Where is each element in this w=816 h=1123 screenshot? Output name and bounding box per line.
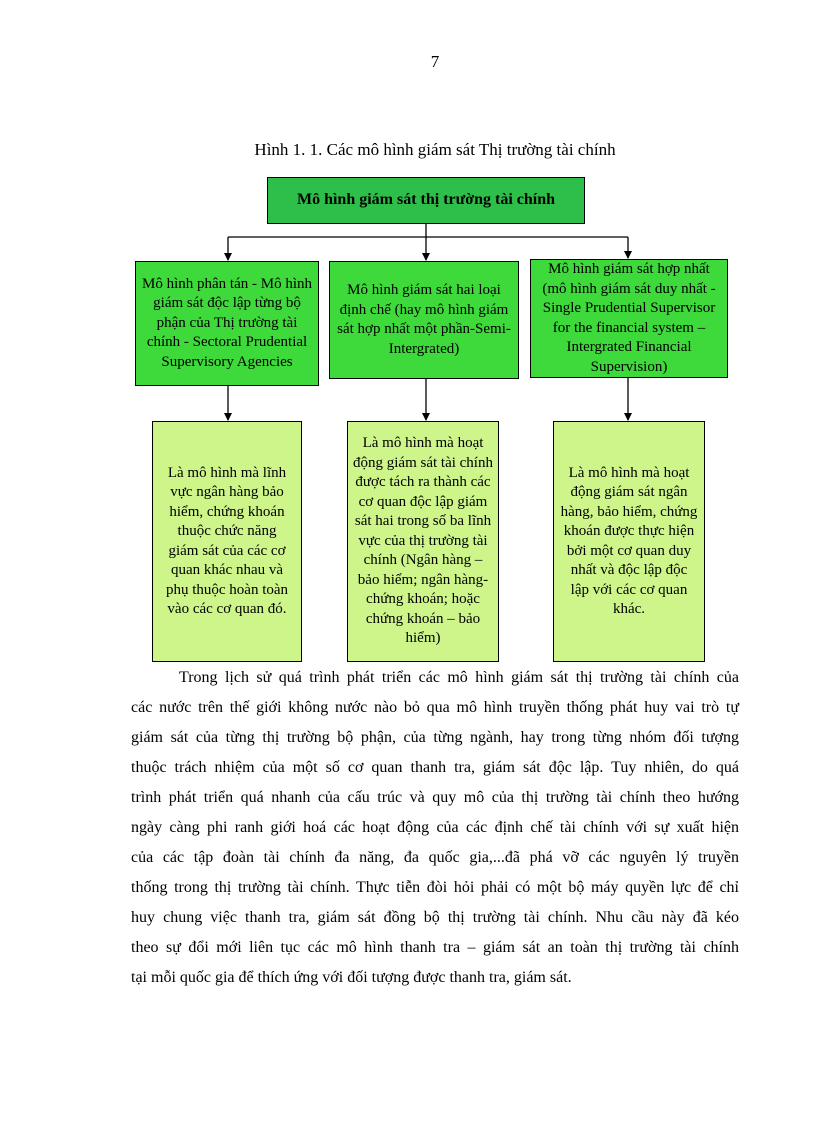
description-box-sectoral: Là mô hình mà lĩnh vực ngân hàng bảo hiểm, chứng khoán thuộc chức năng giám sát của các cơ quan khác nhau và phụ thuộc hoàn toàn vào các cơ quan đó.	[152, 421, 302, 662]
paragraph-line: trình phát triển quá nhanh của cấu trúc và quy mô của thị trường tài chính theo hướng	[131, 789, 739, 806]
paragraph-line: huy chung việc thanh tra, giám sát đồng bộ thị trường tài chính. Nhu cầu này đã kéo	[131, 909, 739, 926]
diagram-root-box: Mô hình giám sát thị trường tài chính	[267, 177, 585, 224]
paragraph-line: thuộc trách nhiệm của một số cơ quan thanh tra, giám sát độc lập. Tuy nhiên, do quá	[131, 759, 739, 776]
paragraph-line: theo sự đổi mới liên tục các mô hình thanh tra – giám sát an toàn thị trường tài chính	[131, 939, 739, 956]
description-box-integrated: Là mô hình mà hoạt động giám sát ngân hàng, bảo hiểm, chứng khoán được thực hiện bởi một cơ quan duy nhất và độc lập độc lập với các cơ quan khác.	[553, 421, 705, 662]
paragraph-line: Trong lịch sử quá trình phát triển các mô hình giám sát thị trường tài chính của	[179, 669, 739, 686]
paragraph-line: giám sát của từng thị trường bộ phận, của từng ngành, hay trong từng nhóm đối tượng	[131, 729, 739, 746]
paragraph-line: thống trong thị trường tài chính. Thực tiễn đòi hỏi phải có một bộ máy quyền lực để chỉ	[131, 879, 739, 896]
page-number: 7	[430, 52, 440, 71]
model-box-sectoral: Mô hình phân tán - Mô hình giám sát độc lập từng bộ phận của Thị trường tài chính - Sectoral Prudential Supervisory Agencies	[135, 261, 319, 386]
model-box-semi-integrated: Mô hình giám sát hai loại định chế (hay mô hình giám sát hợp nhất một phần-Semi-Intergrated)	[329, 261, 519, 379]
description-box-semi-integrated: Là mô hình mà hoạt động giám sát tài chính được tách ra thành các cơ quan độc lập giám sát hai trong số ba lĩnh vực của thị trường tài chính (Ngân hàng – bảo hiểm; ngân hàng-chứng khoán; hoặc chứng khoán – bảo hiểm)	[347, 421, 499, 662]
paragraph-line: các nước trên thế giới không nước nào bỏ qua mô hình truyền thống phát huy vai trò tự	[131, 699, 739, 716]
paragraph-line: tại mỗi quốc gia để thích ứng với đối tượng được thanh tra, giám sát.	[131, 969, 572, 986]
paragraph-line: của các tập đoàn tài chính đa năng, đa quốc gia,...đã phá vỡ các nguyên lý truyền	[131, 849, 739, 866]
figure-title: Hình 1. 1. Các mô hình giám sát Thị trường tài chính	[254, 140, 616, 159]
paragraph-line: ngày càng phi ranh giới hoá các hoạt động của các định chế tài chính với sự xuất hiện	[131, 819, 739, 836]
body-paragraph	[131, 663, 739, 993]
model-box-integrated: Mô hình giám sát hợp nhất (mô hình giám sát duy nhất - Single Prudential Supervisor for the financial system – Intergrated Financial Supervision)	[530, 259, 728, 378]
